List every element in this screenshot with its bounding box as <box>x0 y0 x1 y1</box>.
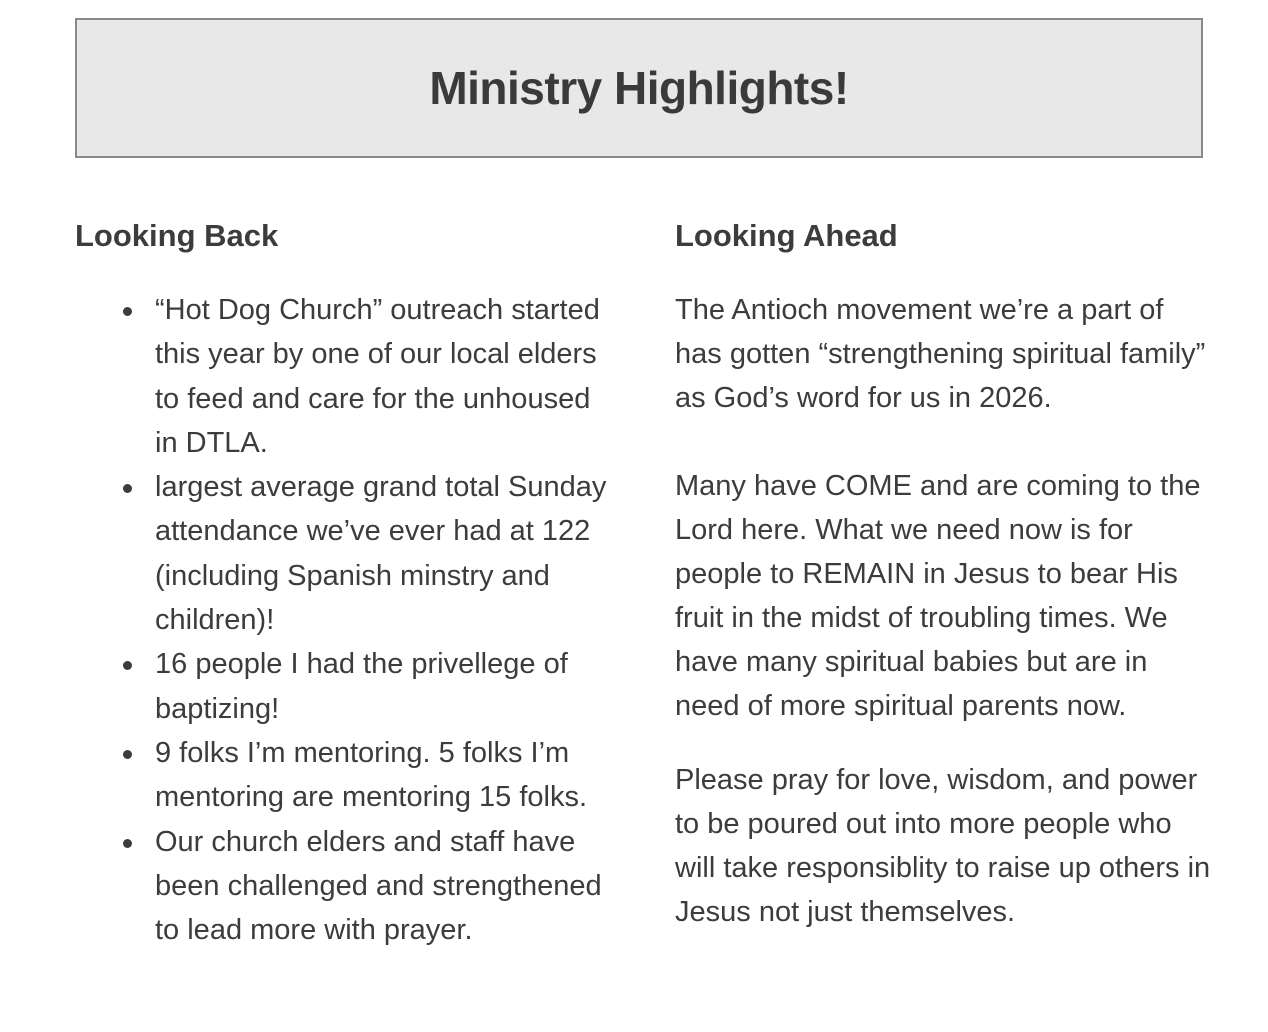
list-item: 9 folks I’m mentoring. 5 folks I’m mentoring are mentoring 15 folks. <box>155 731 615 820</box>
highlights-banner <box>75 18 1203 158</box>
list-item: 16 people I had the privellege of baptizing! <box>155 642 615 731</box>
ahead-paragraph: Please pray for love, wisdom, and power to be poured out into more people who will take responsiblity to raise up others in Jesus not just themselves. <box>675 764 1211 928</box>
page-title: Ministry Highlights! <box>429 62 849 114</box>
looking-back-list <box>75 288 615 952</box>
list-item: largest average grand total Sunday attendance we’ve ever had at 122 (including Spanish minstry and children)! <box>155 465 615 642</box>
looking-ahead-section <box>675 214 1215 934</box>
ahead-paragraph: Many have COME and are coming to the Lord here. What we need now is for people to REMAIN in Jesus to bear His fruit in the midst of troubling times. We have many spiritual babies but are in need of more spiritual parents now. <box>675 470 1201 722</box>
ahead-paragraph: The Antioch movement we’re a part of has gotten “strengthening spiritual family” as God’s word for us in 2026. <box>675 294 1206 414</box>
list-item: “Hot Dog Church” outreach started this year by one of our local elders to feed and care for the unhoused in DTLA. <box>155 288 615 465</box>
looking-back-section <box>75 214 615 952</box>
looking-ahead-heading: Looking Ahead <box>675 218 898 253</box>
list-item: Our church elders and staff have been challenged and strengthened to lead more with prayer. <box>155 820 615 953</box>
looking-back-heading: Looking Back <box>75 218 279 253</box>
